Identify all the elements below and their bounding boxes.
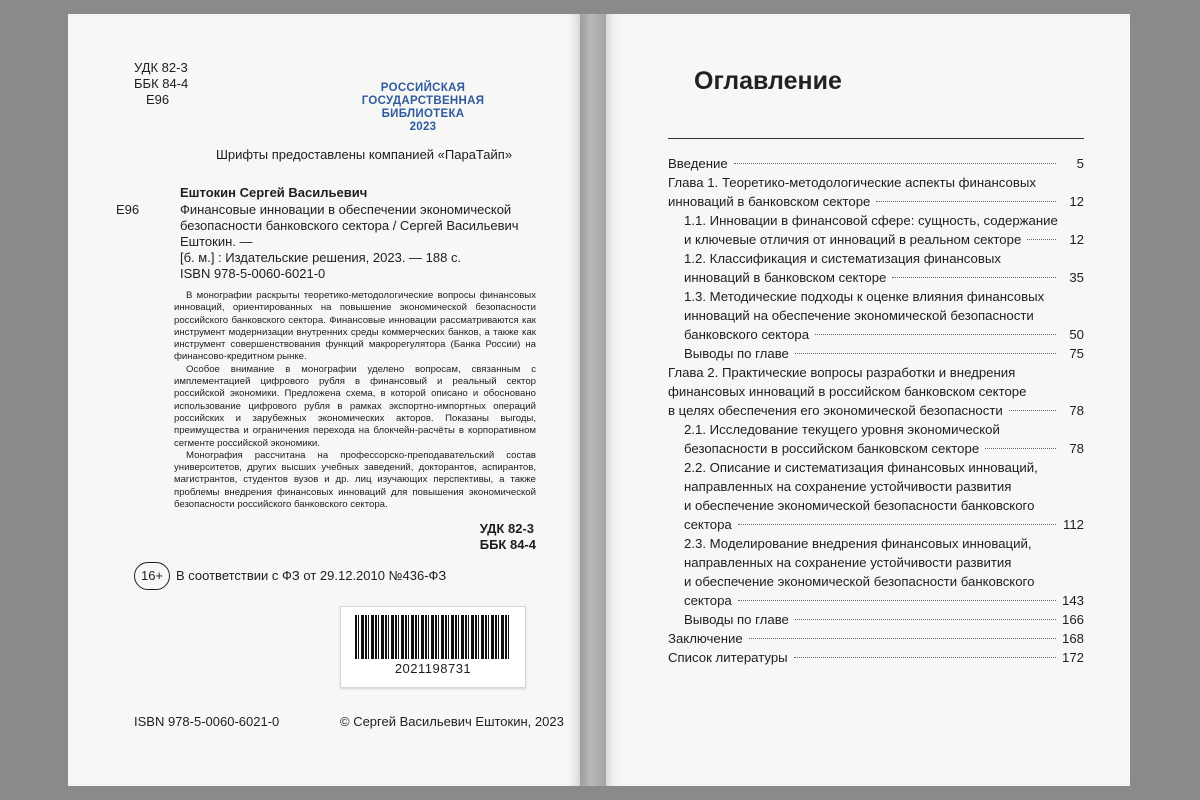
- toc-entry: [668, 610, 1084, 629]
- dot-leader: [985, 448, 1056, 449]
- toc-entry-title: Заключение: [668, 631, 743, 646]
- udk-code: УДК 82-3: [134, 60, 188, 75]
- toc-entry-final-line: [684, 515, 1084, 534]
- toc-entry: [668, 363, 1084, 420]
- toc-entry-line: направленных на сохранение устойчивости развития: [684, 555, 1012, 570]
- toc-entry-line: Глава 1. Теоретико-методологические аспекты финансовых: [668, 175, 1036, 190]
- book-gutter: [580, 14, 606, 786]
- toc-entry-final-line: [668, 154, 1084, 173]
- dot-leader: [738, 600, 1056, 601]
- toc-entry-final-line: [684, 230, 1084, 249]
- dot-leader: [1009, 410, 1056, 411]
- isbn-footer: ISBN 978-5-0060-6021-0: [134, 714, 280, 729]
- toc-entry: [668, 420, 1084, 458]
- toc-entry-title: инноваций в банковском секторе: [668, 194, 871, 209]
- bbk-code: ББК 84-4: [479, 537, 536, 552]
- toc-entry-final-line: [684, 591, 1084, 610]
- shelf-code-biblio: Е96: [116, 202, 140, 217]
- stamp-line: БИБЛИОТЕКА: [381, 108, 465, 120]
- udk-bottom: [480, 521, 536, 553]
- toc-page-number: 35: [1069, 270, 1084, 285]
- toc-entry-line: и обеспечение экономической безопасности банковского: [684, 574, 1035, 589]
- biblio-line: Финансовые инновации в обеспечении экономической: [180, 202, 512, 217]
- bbk-code: ББК 84-4: [134, 76, 189, 91]
- toc-page-number: 5: [1076, 156, 1084, 171]
- toc-entry-title: в целях обеспечения его экономической безопасности: [668, 403, 1003, 418]
- table-of-contents: [668, 154, 1084, 667]
- abstract-paragraph: Монография рассчитана на профессорско-преподавательский состав университетов, других высших учебных заведений, докторантов, аспирантов, магистрантов, студентов вузов и др. лиц изучающих перспективы, а также проблемы внедрения финансовых инноваций для повышения экономической безопасности российского банковского сектора.: [174, 449, 536, 511]
- toc-page-number: 112: [1062, 517, 1084, 532]
- toc-entry-title: банковского сектора: [684, 327, 810, 342]
- toc-entry-title: Введение: [668, 156, 728, 171]
- toc-entry-line: 1.3. Методические подходы к оценке влияния финансовых: [684, 289, 1045, 304]
- toc-page-number: 168: [1061, 631, 1084, 646]
- toc-entry: [668, 648, 1084, 667]
- toc-entry-final-line: [684, 344, 1084, 363]
- toc-entry-line: 2.2. Описание и систематизация финансовых инноваций,: [684, 460, 1038, 475]
- toc-entry-line: 2.3. Моделирование внедрения финансовых инноваций,: [684, 536, 1032, 551]
- fonts-notice: Шрифты предоставлены компанией «ПараТайп»: [216, 147, 513, 162]
- toc-entry-line: 2.1. Исследование текущего уровня экономической: [684, 422, 1000, 437]
- toc-entry-line: Глава 2. Практические вопросы разработки и внедрения: [668, 365, 1016, 380]
- toc-entry-title: Список литературы: [668, 650, 788, 665]
- toc-page-number: 78: [1069, 441, 1084, 456]
- dot-leader: [876, 201, 1056, 202]
- toc-entry-line: 1.1. Инновации в финансовой сфере: сущность, содержание: [684, 213, 1058, 228]
- toc-entry: [668, 287, 1084, 344]
- toc-entry-final-line: [668, 648, 1084, 667]
- toc-entry-title: безопасности в российском банковском секторе: [684, 441, 980, 456]
- toc-entry-final-line: [684, 325, 1084, 344]
- abstract: [174, 290, 536, 511]
- toc-page-number: 50: [1069, 327, 1084, 342]
- barcode-icon: [355, 615, 509, 659]
- imprint-page: [68, 14, 580, 786]
- toc-page-number: 172: [1061, 650, 1084, 665]
- toc-entry-line: 1.2. Классификация и систематизация финансовых: [684, 251, 1001, 266]
- page-title: Оглавление: [694, 67, 842, 95]
- toc-page-number: 12: [1069, 194, 1084, 209]
- library-stamp: [358, 82, 488, 134]
- barcode-number: 2021198731: [394, 661, 472, 676]
- toc-page-number: 143: [1061, 593, 1084, 608]
- toc-entry-title: сектора: [684, 593, 732, 608]
- toc-entry-line: и обеспечение экономической безопасности банковского: [684, 498, 1035, 513]
- dot-leader: [794, 657, 1056, 658]
- toc-page-number: 12: [1069, 232, 1084, 247]
- biblio-line: [б. м.] : Издательские решения, 2023. — 188 с.: [180, 250, 462, 265]
- toc-entry-final-line: [668, 192, 1084, 211]
- bibliographic-record: [180, 202, 540, 282]
- shelf-code: Е96: [146, 92, 170, 107]
- dot-leader: [749, 638, 1056, 639]
- toc-entry-line: направленных на сохранение устойчивости развития: [684, 479, 1012, 494]
- toc-entry: [668, 249, 1084, 287]
- toc-entry-title: Выводы по главе: [684, 346, 789, 361]
- author-name: Ештокин Сергей Васильевич: [180, 185, 368, 200]
- dot-leader: [892, 277, 1056, 278]
- toc-page-number: 78: [1069, 403, 1084, 418]
- toc-entry-title: сектора: [684, 517, 732, 532]
- dot-leader: [738, 524, 1056, 525]
- biblio-line: безопасности банковского сектора / Сергей Васильевич Ештокин. —: [180, 218, 519, 249]
- dot-leader: [795, 353, 1056, 354]
- toc-entry-line: финансовых инноваций в российском банковском секторе: [668, 384, 1027, 399]
- stamp-line: 2023: [409, 121, 437, 133]
- abstract-paragraph: Особое внимание в монографии уделено вопросам, связанным с имплементацией цифрового рубля в финансовый и реальный сектор российской экономики. Предложена схема, в которой описано и обосновано использование цифрового рубля в рамках экспортно-импортных операций российских и зарубежных экономических акторов. Показаны выгоды, преимущества и ограничения перехода на блокчейн-расчёты в корпоративном сегменте российской экономики.: [174, 363, 536, 449]
- isbn-line: ISBN 978-5-0060-6021-0: [180, 266, 326, 281]
- stamp-line: ГОСУДАРСТВЕННАЯ: [361, 95, 485, 107]
- toc-entry: [668, 173, 1084, 211]
- udk-block: [134, 60, 188, 108]
- udk-code: УДК 82-3: [479, 521, 534, 536]
- toc-entry-final-line: [684, 610, 1084, 629]
- dot-leader: [815, 334, 1056, 335]
- barcode-sticker: [340, 606, 526, 688]
- toc-entry: [668, 534, 1084, 610]
- age-law-notice: В соответствии с ФЗ от 29.12.2010 №436-ФЗ: [176, 568, 447, 583]
- toc-entry: [668, 629, 1084, 648]
- toc-entry-final-line: [668, 629, 1084, 648]
- toc-entry-title: и ключевые отличия от инноваций в реальном секторе: [684, 232, 1022, 247]
- dot-leader: [1027, 239, 1056, 240]
- stamp-line: РОССИЙСКАЯ: [380, 82, 466, 94]
- toc-entry-final-line: [684, 268, 1084, 287]
- toc-page-number: 75: [1069, 346, 1084, 361]
- toc-entry-title: инноваций в банковском секторе: [684, 270, 887, 285]
- toc-entry-final-line: [668, 401, 1084, 420]
- toc-page-number: 166: [1061, 612, 1084, 627]
- toc-entry: [668, 154, 1084, 173]
- title-rule: [668, 138, 1084, 139]
- toc-entry-title: Выводы по главе: [684, 612, 789, 627]
- toc-entry: [668, 211, 1084, 249]
- dot-leader: [795, 619, 1056, 620]
- toc-entry-final-line: [684, 439, 1084, 458]
- age-rating-badge: 16+: [134, 562, 170, 590]
- toc-entry-line: инноваций на обеспечение экономической безопасности: [684, 308, 1034, 323]
- toc-entry: [668, 458, 1084, 534]
- dot-leader: [734, 163, 1056, 164]
- contents-page: [606, 14, 1130, 786]
- abstract-paragraph: В монографии раскрыты теоретико-методологические вопросы финансовых инноваций, ориентированных на повышение экономической безопасности российского банковского сектора. Финансовые инновации рассматриваются как инструмент модернизации внутренних среды коммерческих банков, а также как инструмент совершенствования функций макрорегулятора (Банка России) на финансово-кредитном рынке.: [174, 290, 536, 363]
- copyright: © Сергей Васильевич Ештокин, 2023: [340, 714, 564, 729]
- toc-entry: [668, 344, 1084, 363]
